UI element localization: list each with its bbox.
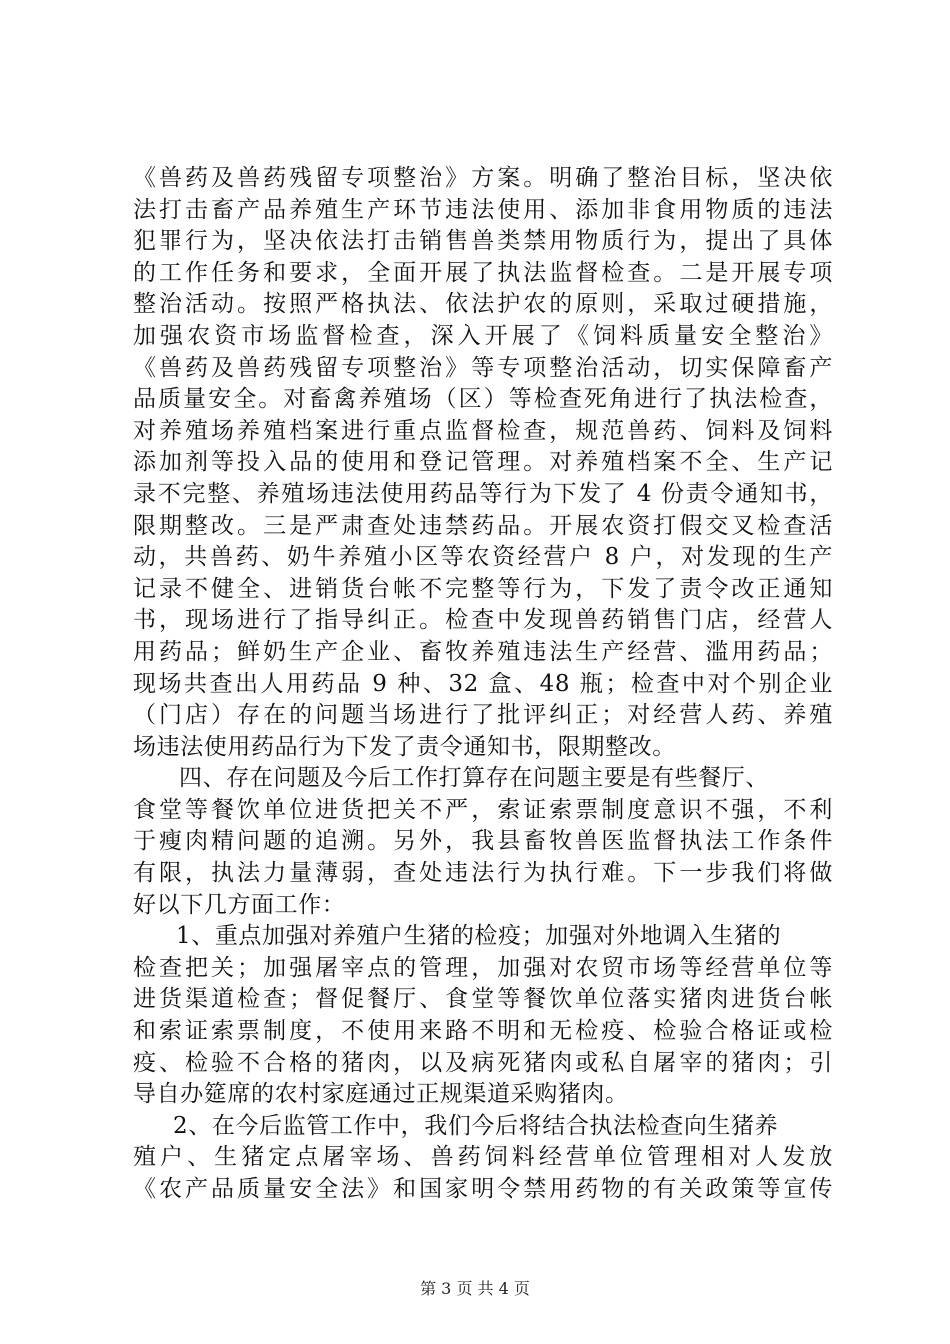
text-line: 录不完整、养殖场违法使用药品等行为下发了 4 份责令通知书， [133,480,833,507]
text-line: 检查把关；加强屠宰点的管理，加强对农贸市场等经营单位等 [133,954,833,981]
text-line: 场违法使用药品行为下发了责令通知书，限期整改。 [133,733,676,760]
text-line: 品质量安全。对畜禽养殖场（区）等检查死角进行了执法检查， [133,386,833,413]
text-line: 加强农资市场监督检查，深入开展了《饲料质量安全整治》 [133,322,833,349]
text-line: 对养殖场养殖档案进行重点监督检查，规范兽药、饲料及饲料 [133,417,833,444]
text-line: 和索证索票制度，不使用来路不明和无检疫、检验合格证或检 [133,1018,833,1045]
text-line: 《农产品质量安全法》和国家明令禁用药物的有关政策等宣传 [133,1176,833,1202]
text-line: 现场共查出人用药品 9 种、32 盒、48 瓶；检查中对个别企业 [133,670,833,697]
text-line: 限期整改。三是严肃查处违禁药品。开展农资打假交叉检查活 [133,512,833,539]
text-line: 记录不健全、进销货台帐不完整等行为，下发了责令改正通知 [133,575,833,602]
text-line: 1、重点加强对养殖户生猪的检疫；加强对外地调入生猪的 [176,923,782,950]
text-line: 导自办筵席的农村家庭通过正规渠道采购猪肉。 [133,1081,629,1108]
text-line: 2、在今后监管工作中，我们今后将结合执法检查向生猪养 [173,1112,779,1139]
text-line: 整治活动。按照严格执法、依法护农的原则，采取过硬措施， [133,291,833,318]
text-line: 动，共兽药、奶牛养殖小区等农资经营户 8 户，对发现的生产 [133,544,833,571]
text-line: 于瘦肉精问题的追溯。另外，我县畜牧兽医监督执法工作条件 [133,828,833,855]
text-line: 四、存在问题及今后工作打算存在问题主要是有些餐厅、 [179,765,769,792]
text-line: 书，现场进行了指导纠正。检查中发现兽药销售门店，经营人 [133,607,833,634]
text-line: 《兽药及兽药残留专项整治》等专项整治活动，切实保障畜产 [133,354,833,381]
text-line: 的工作任务和要求，全面开展了执法监督检查。二是开展专项 [133,259,833,286]
text-line: 添加剂等投入品的使用和登记管理。对养殖档案不全、生产记 [133,449,833,476]
text-line: 食堂等餐饮单位进货把关不严，索证索票制度意识不强，不利 [133,796,833,823]
text-line: 法打击畜产品养殖生产环节违法使用、添加非食用物质的违法 [133,196,833,223]
page-footer: 第 3 页 共 4 页 [420,1279,530,1298]
text-line: 殖户、生猪定点屠宰场、兽药饲料经营单位管理相对人发放 [133,1144,833,1171]
text-line: 犯罪行为，坚决依法打击销售兽类禁用物质行为，提出了具体 [133,228,833,255]
text-line: 好以下几方面工作： [133,891,346,918]
text-line: 有限，执法力量薄弱，查处违法行为执行难。下一步我们将做 [133,860,833,887]
text-line: 进货渠道检查；督促餐厅、食堂等餐饮单位落实猪肉进货台帐 [133,986,833,1013]
document-body [133,163,833,1206]
text-line: 疫、检验不合格的猪肉，以及病死猪肉或私自屠宰的猪肉；引 [133,1049,833,1076]
text-line: （门店）存在的问题当场进行了批评纠正；对经营人药、养殖 [133,702,833,729]
text-line: 《兽药及兽药残留专项整治》方案。明确了整治目标，坚决依 [133,165,833,191]
text-line: 用药品；鲜奶生产企业、畜牧养殖违法生产经营、滥用药品； [133,638,833,665]
